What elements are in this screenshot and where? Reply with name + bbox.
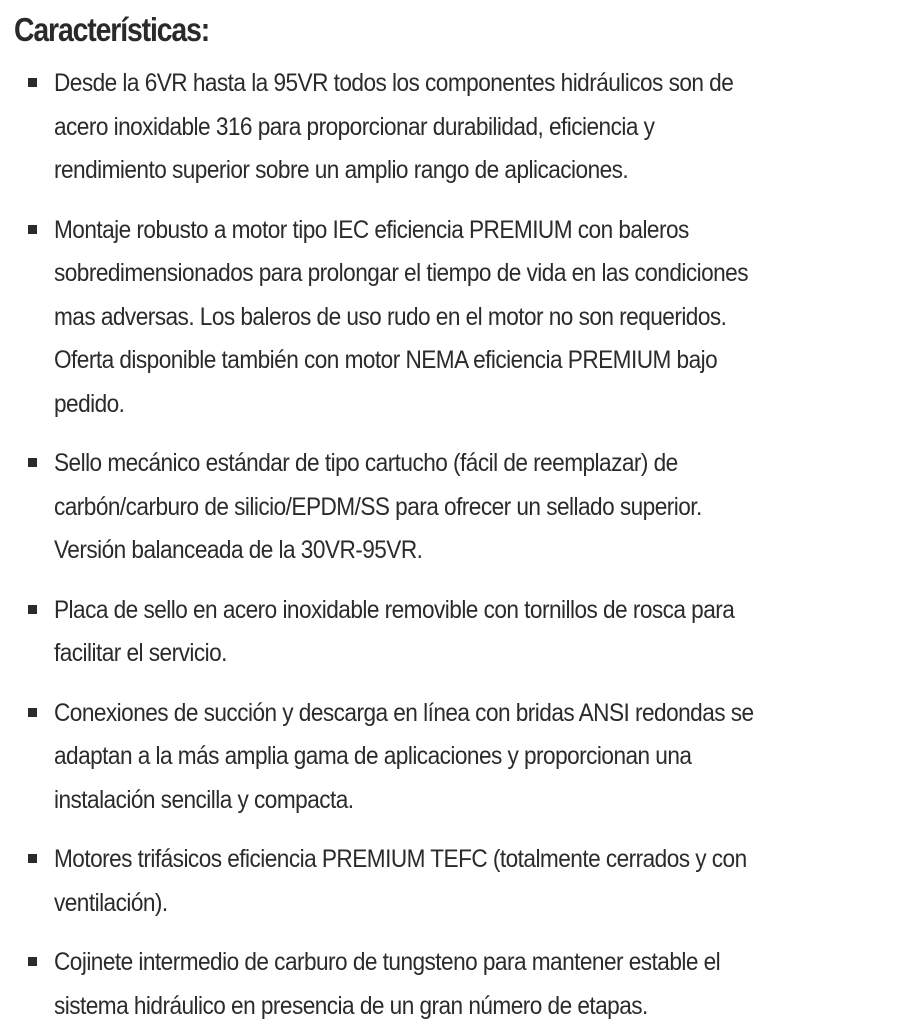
feature-item — [14, 209, 908, 427]
feature-line: instalación sencilla y compacta. — [54, 779, 827, 823]
feature-line: Placa de sello en acero inoxidable removible con tornillos de rosca para — [54, 589, 827, 633]
section-title: Características: — [14, 10, 783, 50]
feature-line: carbón/carburo de silicio/EPDM/SS para ofrecer un sellado superior. — [54, 486, 827, 530]
feature-line: Sello mecánico estándar de tipo cartucho (fácil de reemplazar) de — [54, 442, 827, 486]
feature-line: Oferta disponible también con motor NEMA eficiencia PREMIUM bajo — [54, 339, 827, 383]
square-bullet-icon — [28, 225, 37, 234]
feature-line: Versión balanceada de la 30VR-95VR. — [54, 529, 827, 573]
feature-line: facilitar el servicio. — [54, 632, 827, 676]
feature-line: Conexiones de succión y descarga en línea con bridas ANSI redondas se — [54, 692, 827, 736]
feature-item — [14, 838, 908, 925]
feature-line: sistema hidráulico en presencia de un gran número de etapas. — [54, 985, 827, 1028]
feature-item — [14, 941, 908, 1028]
feature-item — [14, 442, 908, 573]
square-bullet-icon — [28, 605, 37, 614]
feature-item — [14, 62, 908, 193]
feature-line: pedido. — [54, 383, 827, 427]
square-bullet-icon — [28, 957, 37, 966]
feature-line: sobredimensionados para prolongar el tiempo de vida en las condiciones — [54, 252, 827, 296]
square-bullet-icon — [28, 708, 37, 717]
feature-line: mas adversas. Los baleros de uso rudo en el motor no son requeridos. — [54, 296, 827, 340]
square-bullet-icon — [28, 458, 37, 467]
features-list — [14, 62, 908, 1028]
feature-line: Cojinete intermedio de carburo de tungsteno para mantener estable el — [54, 941, 827, 985]
feature-line: Montaje robusto a motor tipo IEC eficiencia PREMIUM con baleros — [54, 209, 827, 253]
feature-item — [14, 692, 908, 823]
feature-line: adaptan a la más amplia gama de aplicaciones y proporcionan una — [54, 735, 827, 779]
square-bullet-icon — [28, 78, 37, 87]
feature-line: Motores trifásicos eficiencia PREMIUM TEFC (totalmente cerrados y con — [54, 838, 827, 882]
feature-line: ventilación). — [54, 882, 827, 926]
square-bullet-icon — [28, 854, 37, 863]
feature-item — [14, 589, 908, 676]
feature-line: rendimiento superior sobre un amplio rango de aplicaciones. — [54, 149, 827, 193]
feature-line: Desde la 6VR hasta la 95VR todos los componentes hidráulicos son de — [54, 62, 827, 106]
feature-line: acero inoxidable 316 para proporcionar durabilidad, eficiencia y — [54, 106, 827, 150]
